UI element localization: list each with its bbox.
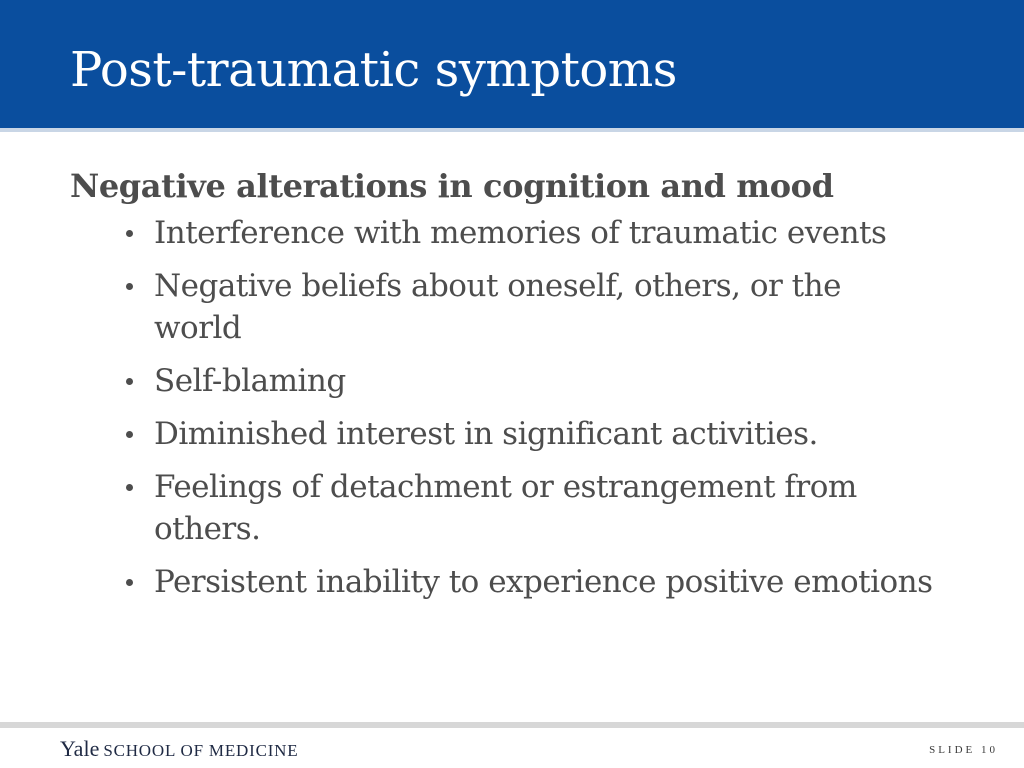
bullet-dot-icon: [126, 283, 133, 290]
footer-rule: [0, 722, 1024, 728]
bullet-dot-icon: [126, 230, 133, 237]
list-item-text: Feelings of detachment or estrangement from others.: [154, 469, 857, 547]
list-item: [70, 413, 934, 455]
list-item: [70, 360, 934, 402]
list-item: [70, 265, 934, 349]
list-item: [70, 561, 934, 603]
logo-yale-wordmark: Yale: [60, 736, 100, 761]
slide-body: [70, 164, 1010, 614]
slide-title: Post-traumatic symptoms: [70, 42, 677, 98]
bullet-list: [70, 212, 1010, 603]
list-item-text: Interference with memories of traumatic events: [154, 215, 887, 251]
list-item-text: Self-blaming: [154, 363, 346, 399]
bullet-dot-icon: [126, 378, 133, 385]
logo-school-text: SCHOOL OF MEDICINE: [103, 741, 299, 760]
list-item-text: Negative beliefs about oneself, others, or the world: [154, 268, 841, 346]
title-bar-rule: [0, 128, 1024, 132]
list-item-text: Persistent inability to experience positive emotions: [154, 564, 933, 600]
slide-number: SLIDE 10: [929, 744, 998, 756]
section-heading: Negative alterations in cognition and mood: [70, 167, 834, 205]
list-item: [70, 466, 934, 550]
list-item-text: Diminished interest in significant activities.: [154, 416, 818, 452]
list-item: [70, 212, 934, 254]
bullet-dot-icon: [126, 484, 133, 491]
bullet-dot-icon: [126, 579, 133, 586]
bullet-dot-icon: [126, 431, 133, 438]
yale-school-of-medicine-logo: [60, 734, 298, 764]
